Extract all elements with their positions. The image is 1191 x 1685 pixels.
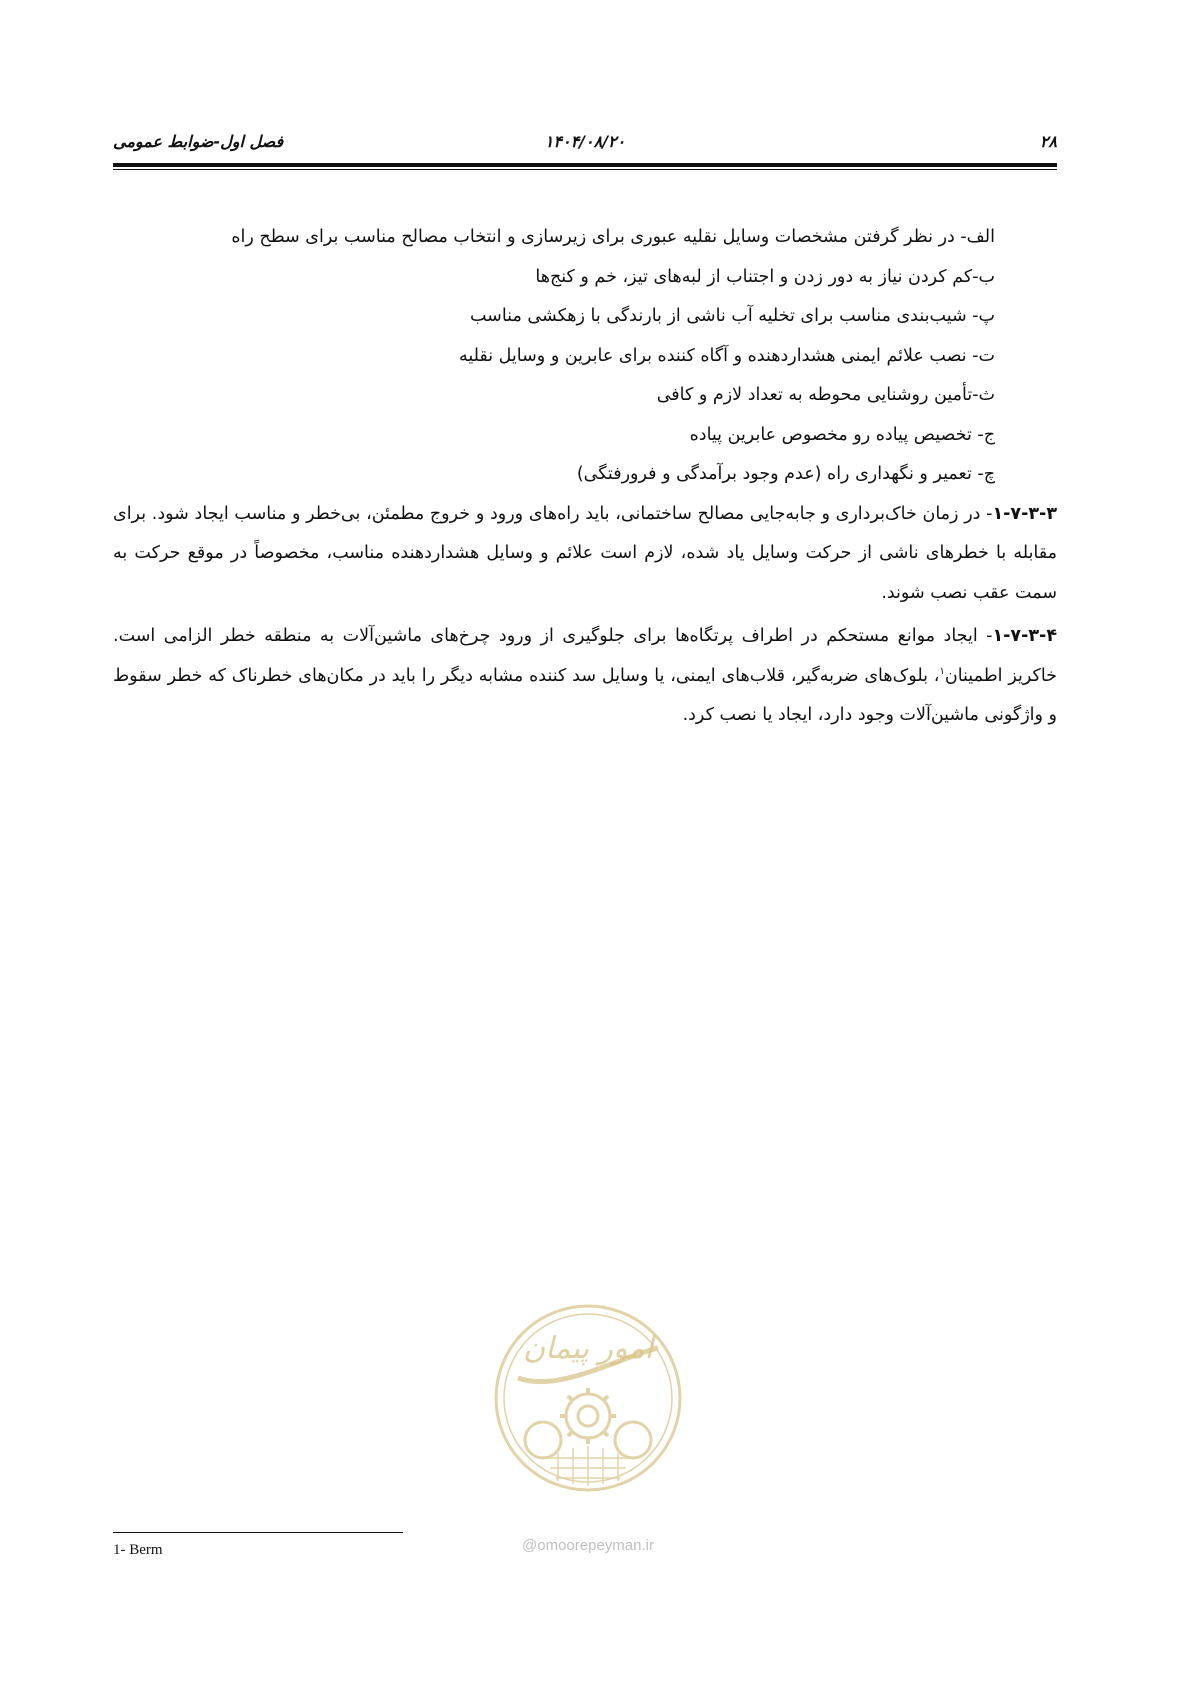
header-rule-thin — [113, 169, 1057, 170]
footnote-separator — [113, 1532, 403, 1533]
list-item: پ- شیب‌بندی مناسب برای تخلیه آب ناشی از بارندگی با زهکشی مناسب — [470, 306, 995, 326]
clause-text: ، بلوک‌های ضربه‌گیر، قلاب‌های ایمنی، یا وسایل سد کننده مشابه دیگر را باید در مکان‌های خطرناک که خطر سقوط و واژگونی ماشین‌آلات وجود دارد، ایجاد یا نصب کرد. — [113, 665, 1057, 725]
clause-number: ۱-۷-۳-۴ — [992, 626, 1057, 646]
list-item: چ- تعمیر و نگهداری راه (عدم وجود برآمدگی و فرورفتگی) — [576, 464, 995, 484]
header-date: ۱۴۰۴/۰۸/۲۰ — [544, 132, 626, 151]
watermark-url: @omoorepeyman.ir — [522, 1537, 654, 1554]
clause-paragraph — [113, 495, 1057, 614]
list-item: ب-کم کردن نیاز به دور زدن و اجتناب از لبه‌های تیز، خم و کنج‌ها — [535, 266, 995, 287]
chapter-title: فصل اول-ضوابط عمومی — [113, 132, 284, 151]
footnote: 1- Berm — [113, 1542, 163, 1558]
page-body — [113, 218, 1057, 736]
clause-number: ۱-۷-۳-۳ — [992, 503, 1057, 524]
clause-text: - ایجاد موانع مستحکم در اطراف پرتگاه‌ها برای جلوگیری از ورود چرخ‌های ماشین‌آلات به منطقه خطر الزامی است. خاکریز اطمینان — [113, 626, 1057, 686]
list-item: ج- تخصیص پیاده رو مخصوص عابرین پیاده — [689, 424, 995, 445]
list-item: ت- نصب علائم ایمنی هشداردهنده و آگاه کننده برای عابرین و وسایل نقلیه — [458, 345, 995, 366]
footnote-reference[interactable]: ۱ — [939, 665, 945, 677]
requirements-list — [113, 218, 1057, 495]
page-number: ۲۸ — [1039, 132, 1057, 151]
list-item: الف- در نظر گرفتن مشخصات وسایل نقلیه عبوری برای زیرسازی و انتخاب مصالح مناسب برای سطح راه — [231, 227, 995, 247]
watermark-logo — [488, 1298, 688, 1498]
clause-paragraph — [113, 617, 1057, 736]
list-item: ث-تأمین روشنایی محوطه به تعداد لازم و کافی — [656, 385, 995, 405]
header-rule-thick — [113, 163, 1057, 167]
watermark-logo-text: امور پیمان — [523, 1331, 653, 1366]
page-header — [113, 130, 1057, 160]
clause-text: - در زمان خاک‌برداری و جابه‌جایی مصالح ساختمانی، باید راه‌های ورود و خروج مطمئن، بی‌خطر و مناسب ایجاد شود. برای مقابله با خطرهای ناشی از حرکت وسایل یاد شده، لازم است علائم و وسایل هشداردهنده مناسب، مخصوصاً در موقع حرکت به سمت عقب نصب شوند. — [113, 503, 1057, 603]
